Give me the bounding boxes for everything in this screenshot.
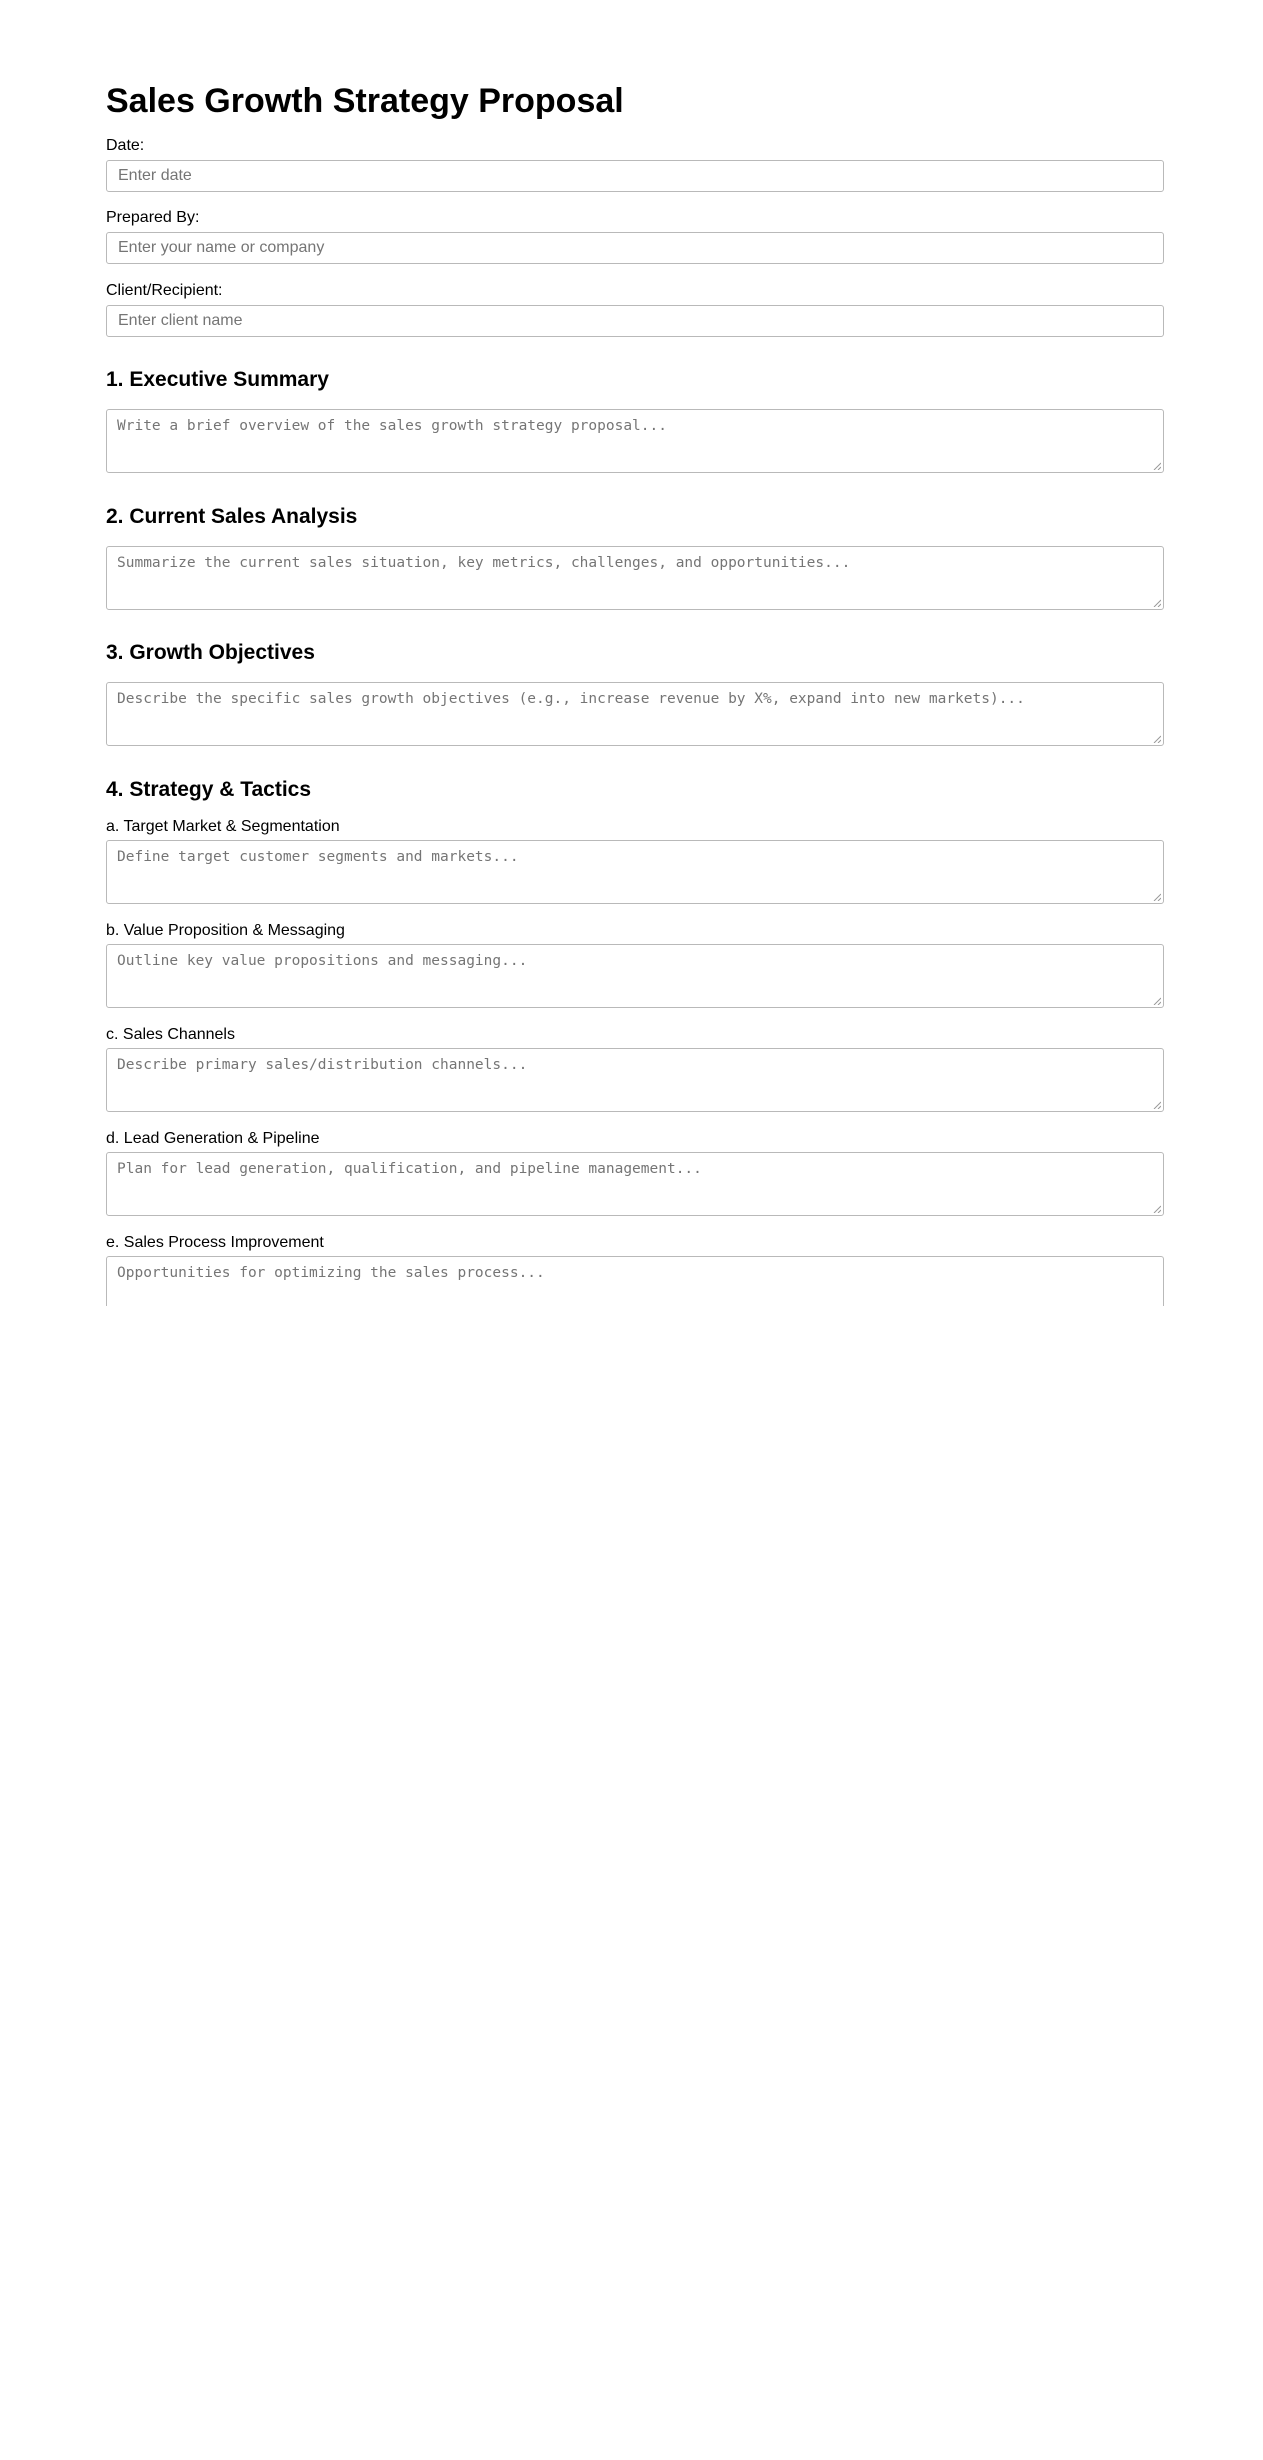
client-recipient-label: Client/Recipient:: [106, 282, 223, 299]
value-proposition-placeholder: Outline key value propositions and messaging...: [117, 953, 528, 969]
resize-grip-icon[interactable]: [1153, 1101, 1161, 1109]
lead-generation-placeholder: Plan for lead generation, qualification, and pipeline management...: [117, 1161, 702, 1177]
growth-objectives-textarea[interactable]: [106, 682, 1164, 746]
client-recipient-input[interactable]: Enter client name: [106, 305, 1164, 337]
strategy-tactics-heading: 4. Strategy & Tactics: [106, 778, 312, 801]
page-title: Sales Growth Strategy Proposal: [106, 82, 624, 120]
resize-grip-icon[interactable]: [1153, 997, 1161, 1005]
target-market-label: a. Target Market & Segmentation: [106, 818, 340, 835]
target-market-textarea[interactable]: [106, 840, 1164, 904]
resize-grip-icon[interactable]: [1153, 462, 1161, 470]
lead-generation-textarea[interactable]: [106, 1152, 1164, 1216]
resize-grip-icon[interactable]: [1153, 893, 1161, 901]
target-market-placeholder: Define target customer segments and markets...: [117, 849, 519, 865]
value-proposition-textarea[interactable]: [106, 944, 1164, 1008]
sales-channels-textarea[interactable]: [106, 1048, 1164, 1112]
executive-summary-textarea[interactable]: [106, 409, 1164, 473]
growth-objectives-heading: 3. Growth Objectives: [106, 641, 315, 664]
current-sales-analysis-heading: 2. Current Sales Analysis: [106, 505, 358, 528]
resize-grip-icon[interactable]: [1153, 735, 1161, 743]
lead-generation-label: d. Lead Generation & Pipeline: [106, 1130, 320, 1147]
sales-channels-placeholder: Describe primary sales/distribution channels...: [117, 1057, 528, 1073]
resize-grip-icon[interactable]: [1153, 599, 1161, 607]
sales-channels-label: c. Sales Channels: [106, 1026, 235, 1043]
executive-summary-heading: 1. Executive Summary: [106, 368, 329, 391]
sales-process-placeholder: Opportunities for optimizing the sales process...: [117, 1265, 545, 1281]
prepared-by-input[interactable]: Enter your name or company: [106, 232, 1164, 264]
date-input[interactable]: Enter date: [106, 160, 1164, 192]
current-sales-analysis-textarea[interactable]: [106, 546, 1164, 610]
resize-grip-icon[interactable]: [1153, 1205, 1161, 1213]
sales-process-label: e. Sales Process Improvement: [106, 1234, 324, 1251]
current-sales-analysis-placeholder: Summarize the current sales situation, key metrics, challenges, and opportunities...: [117, 555, 851, 571]
value-proposition-label: b. Value Proposition & Messaging: [106, 922, 345, 939]
growth-objectives-placeholder: Describe the specific sales growth objectives (e.g., increase revenue by X%, expand into new markets)...: [117, 691, 1025, 707]
prepared-by-label: Prepared By:: [106, 209, 200, 226]
sales-process-textarea[interactable]: [106, 1256, 1164, 1306]
date-label: Date:: [106, 137, 145, 154]
executive-summary-placeholder: Write a brief overview of the sales growth strategy proposal...: [117, 418, 667, 434]
